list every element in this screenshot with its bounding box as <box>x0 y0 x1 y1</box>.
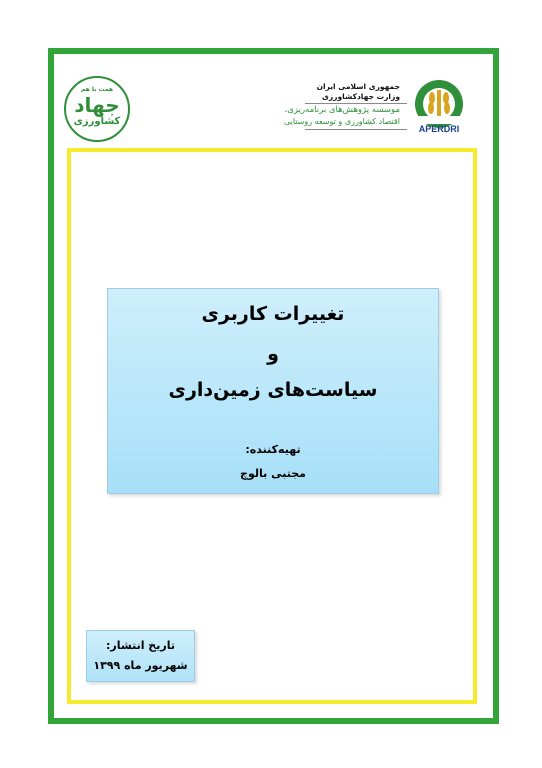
header-institute-line2: اقتصاد کشاورزی و توسعه روستایی <box>283 117 400 126</box>
title-line-1: تغییرات کاربری <box>201 303 345 325</box>
header-country: جمهوری اسلامی ایران <box>316 82 400 91</box>
jahad-keshavarzi-logo <box>64 76 130 142</box>
publication-date-box <box>86 630 195 682</box>
header-divider-top <box>305 103 407 104</box>
author-name: مجتبی بالوچ <box>240 467 306 480</box>
title-line-2: و <box>267 343 279 365</box>
logo-word-keshavarzi: کشاورزی <box>73 116 121 127</box>
header-institute-line1: موسسه پژوهش‌های برنامه‌ریزی، <box>284 105 400 115</box>
header-divider-bottom <box>305 129 407 130</box>
logo-word-jahad: جهاد <box>74 93 120 117</box>
publication-date-label: تاریخ انتشار: <box>106 639 175 652</box>
author-label: تهیه‌کننده: <box>245 443 301 456</box>
logo-slogan: همت با هم <box>80 86 114 93</box>
header-ministry: وزارت جهادکشاورزی <box>321 92 400 101</box>
emblem-label: APERDRI <box>418 124 460 134</box>
title-box <box>107 288 439 494</box>
title-line-3: سیاست‌های زمین‌داری <box>168 379 378 401</box>
publication-date-value: شهریور ماه ۱۳۹۹ <box>93 659 188 672</box>
